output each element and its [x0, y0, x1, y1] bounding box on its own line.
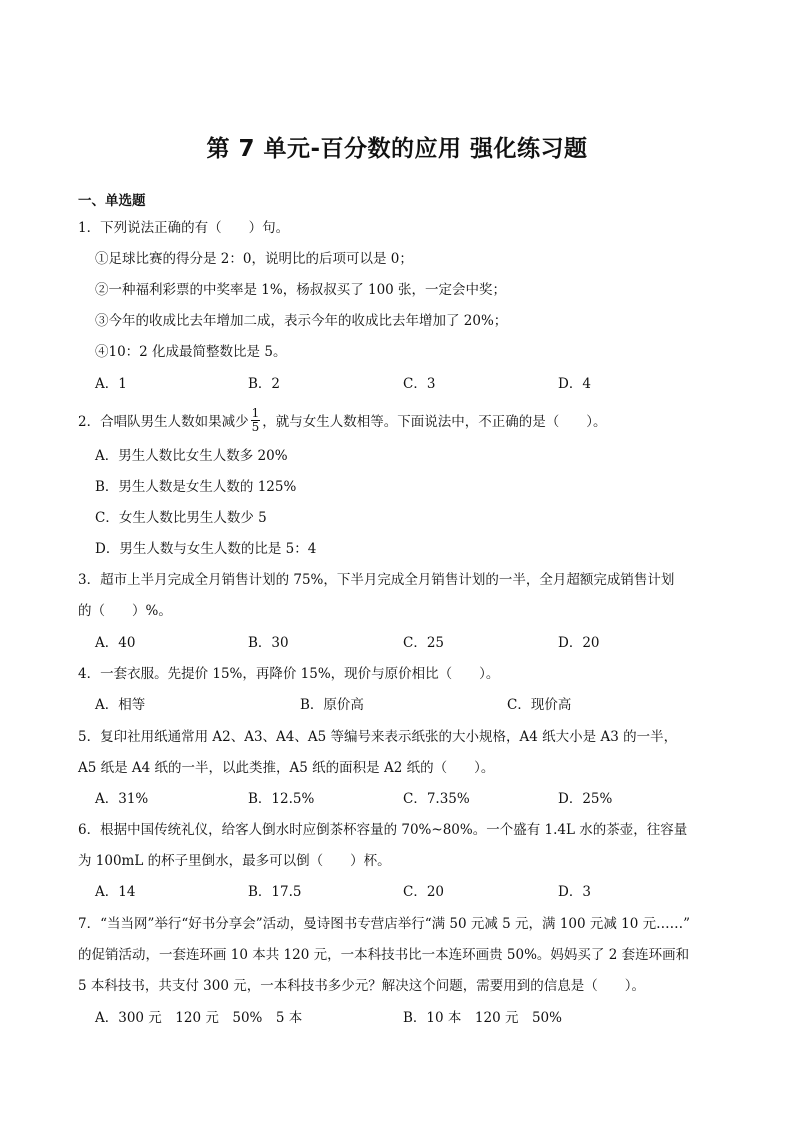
question-1-option-c[interactable]: C．3 [403, 376, 436, 392]
question-3-option-d[interactable]: D．20 [558, 635, 600, 651]
page-title: 第 7 单元-百分数的应用 强化练习题 [206, 136, 588, 162]
question-7-stem-line-2: 的促销活动，一套连环画 10 本共 120 元，一本科技书比一本连环画贵 50%。妈妈买了 2 套连环画和 [78, 947, 690, 963]
question-5-stem-line-2: A5 纸是 A4 纸的一半，以此类推，A5 纸的面积是 A2 纸的（ ）。 [78, 760, 495, 776]
question-1-statement-2: ②一种福利彩票的中奖率是 1%，杨叔叔买了 100 张，一定会中奖； [95, 282, 507, 298]
fraction-denominator: 5 [251, 420, 260, 434]
section-heading: 一、单选题 [78, 193, 146, 209]
question-2-stem-end: ，就与女生人数相等。下面说法中，不正确的是（ ）。 [262, 414, 607, 430]
question-3-option-c[interactable]: C．25 [403, 635, 445, 651]
question-2-stem-start: 2．合唱队男生人数如果减少 [78, 414, 249, 430]
question-2-option-d[interactable]: D．男生人数与女生人数的比是 5：4 [95, 541, 317, 557]
question-7-stem-line-1: 7．“当当网”举行“好书分享会”活动，曼诗图书专营店举行“满 50 元减 5 元，满 100 元减 10 元……” [78, 916, 691, 932]
question-4-option-c[interactable]: C．现价高 [507, 697, 572, 713]
question-4-stem: 4．一套衣服。先提价 15%，再降价 15%，现价与原价相比（ ）。 [78, 666, 500, 682]
question-2-option-b[interactable]: B．男生人数是女生人数的 125% [95, 479, 297, 495]
question-6-option-c[interactable]: C．20 [403, 884, 445, 900]
question-5-stem-line-1: 5．复印社用纸通常用 A2、A3、A4、A5 等编号来表示纸张的大小规格，A4 纸大小是 A3 的一半， [78, 729, 678, 745]
question-6-option-b[interactable]: B．17.5 [248, 884, 302, 900]
question-3-stem-line-2: 的（ ）%。 [78, 603, 172, 619]
question-5-option-b[interactable]: B．12.5% [248, 791, 315, 807]
question-1-option-b[interactable]: B．2 [248, 376, 281, 392]
question-5-option-d[interactable]: D．25% [558, 791, 613, 807]
question-6-stem-line-2: 为 100mL 的杯子里倒水，最多可以倒（ ）杯。 [78, 853, 391, 869]
question-1-stem: 1．下列说法正确的有（ ）句。 [78, 220, 290, 236]
question-7-stem-line-3: 5 本科技书，共支付 300 元，一本科技书多少元？解决这个问题，需要用到的信息是（ ）。 [78, 978, 645, 994]
question-5-option-a[interactable]: A．31% [95, 791, 149, 807]
question-5-option-c[interactable]: C．7.35% [403, 791, 470, 807]
fraction-one-fifth [251, 407, 261, 434]
question-2-option-c[interactable]: C．女生人数比男生人数少 5 [95, 510, 267, 526]
question-6-option-d[interactable]: D．3 [558, 884, 591, 900]
question-1-option-a[interactable]: A．1 [95, 376, 127, 392]
fraction-numerator: 1 [251, 406, 260, 420]
question-3-option-b[interactable]: B．30 [248, 635, 289, 651]
question-7-option-b[interactable]: B．10 本 120 元 50% [403, 1010, 562, 1026]
question-7-option-a[interactable]: A．300 元 120 元 50% 5 本 [95, 1010, 303, 1026]
question-2-option-a[interactable]: A．男生人数比女生人数多 20% [95, 448, 288, 464]
question-3-stem-line-1: 3．超市上半月完成全月销售计划的 75%，下半月完成全月销售计划的一半，全月超额完成销售计划 [78, 572, 675, 588]
question-3-option-a[interactable]: A．40 [95, 635, 136, 651]
question-1-option-d[interactable]: D．4 [558, 376, 591, 392]
question-2-stem [78, 406, 607, 436]
question-1-statement-3: ③今年的收成比去年增加二成，表示今年的收成比去年增加了 20%； [95, 313, 508, 329]
question-4-option-b[interactable]: B．原价高 [300, 697, 364, 713]
question-6-stem-line-1: 6．根据中国传统礼仪，给客人倒水时应倒茶杯容量的 70%~80%。一个盛有 1.4L 水的茶壶，往容量 [78, 822, 688, 838]
question-1-statement-4: ④10：2 化成最简整数比是 5。 [95, 344, 287, 360]
question-1-statement-1: ①足球比赛的得分是 2：0，说明比的后项可以是 0； [95, 251, 413, 267]
question-4-option-a[interactable]: A．相等 [95, 697, 146, 713]
question-6-option-a[interactable]: A．14 [95, 884, 136, 900]
